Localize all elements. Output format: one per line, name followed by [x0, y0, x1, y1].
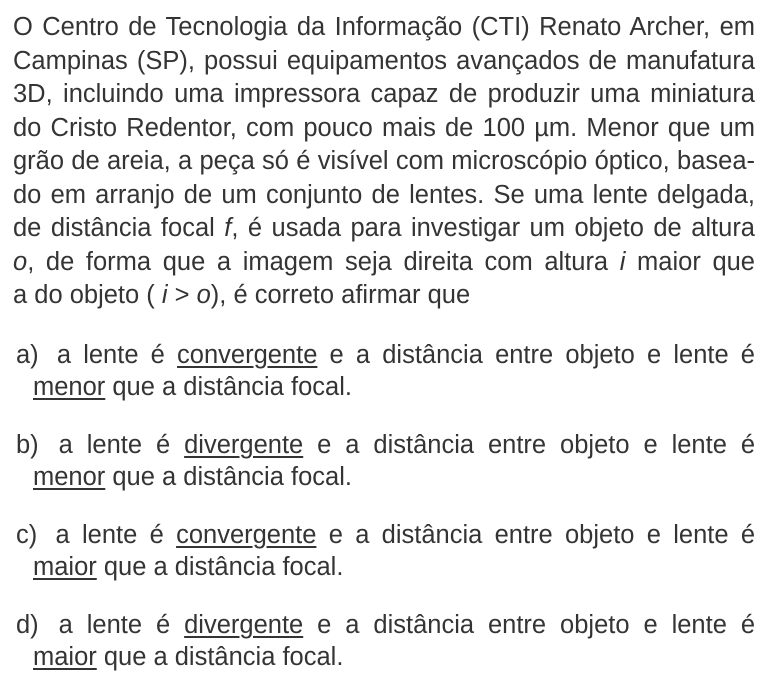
underlined-keyword: maior	[33, 552, 97, 581]
text-run: do Cristo Redentor, com pouco mais de 100 µm. Menor que um	[13, 113, 755, 142]
text-run: grão de areia, a peça só é visível com microscópio óptico, basea-	[13, 147, 755, 175]
option-line-2	[33, 641, 755, 673]
text-run: e a distância entre objeto e lente é	[316, 520, 755, 549]
statement-line	[13, 112, 755, 146]
statement-line	[13, 145, 755, 179]
italic-variable: o	[196, 281, 211, 309]
text-run: 3D, incluindo uma impressora capaz de produzir uma miniatura	[13, 80, 755, 108]
option-line-1	[16, 519, 755, 551]
text-run: a do objeto (	[13, 281, 162, 309]
text-run: , é usada para investigar um objeto de altura	[231, 214, 755, 242]
text-run: maior que	[625, 247, 755, 276]
underlined-keyword: maior	[33, 642, 97, 671]
text-run: que a distância focal.	[96, 552, 344, 581]
statement-line	[13, 45, 755, 79]
option-label: a)	[16, 340, 39, 369]
option-label: c)	[16, 520, 38, 549]
text-run: que a distância focal.	[105, 372, 352, 401]
italic-variable: i	[161, 281, 168, 309]
option-label: b)	[16, 430, 39, 459]
text-run: ), é correto afirmar que	[210, 281, 471, 309]
option-label: d)	[16, 610, 39, 639]
text-run: a lente é	[58, 610, 185, 639]
statement-line	[13, 78, 755, 112]
text-run: que a distância focal.	[105, 462, 352, 491]
text-run: Campinas (SP), possui equipamentos avançados de manufatura	[13, 46, 755, 75]
text-run: , de forma que a imagem seja direita com altura	[27, 247, 620, 276]
text-run: e a distância entre objeto e lente é	[317, 340, 755, 369]
option-line-2	[33, 551, 755, 583]
underlined-keyword: menor	[33, 372, 106, 401]
italic-variable: o	[13, 247, 28, 276]
question-statement	[13, 0, 755, 313]
underlined-keyword: menor	[33, 462, 106, 491]
option-line-1	[16, 339, 755, 371]
text-run: que a distância focal.	[96, 642, 344, 671]
italic-variable: i	[619, 247, 626, 276]
underlined-keyword: divergente	[184, 610, 304, 639]
option-line-2	[33, 461, 755, 493]
text-run: >	[167, 281, 197, 309]
text-run: e a distância entre objeto e lente é	[303, 430, 755, 459]
option-b[interactable]	[16, 429, 755, 493]
text-run: do em arranjo de um conjunto de lentes. Se uma lente delgada,	[13, 180, 755, 209]
options-list	[16, 339, 755, 673]
option-d[interactable]	[16, 609, 755, 673]
option-line-2	[33, 371, 755, 403]
option-c[interactable]	[16, 519, 755, 583]
text-run: de distância focal	[13, 214, 225, 242]
statement-line	[13, 179, 755, 213]
statement-line	[13, 212, 755, 246]
statement-line	[13, 279, 755, 313]
statement-line	[13, 11, 755, 45]
statement-line	[13, 246, 755, 280]
option-line-1	[16, 429, 755, 461]
text-run: e a distância entre objeto e lente é	[303, 610, 755, 639]
text-run: a lente é	[58, 430, 185, 459]
underlined-keyword: convergente	[176, 520, 317, 549]
option-a[interactable]	[16, 339, 755, 403]
underlined-keyword: convergente	[177, 340, 318, 369]
text-run: a lente é	[56, 340, 178, 369]
italic-variable: f	[224, 214, 232, 242]
text-run: O Centro de Tecnologia da Informação (CTI) Renato Archer, em	[13, 13, 755, 41]
underlined-keyword: divergente	[184, 430, 304, 459]
text-run: a lente é	[55, 520, 177, 549]
option-line-1	[16, 609, 755, 641]
